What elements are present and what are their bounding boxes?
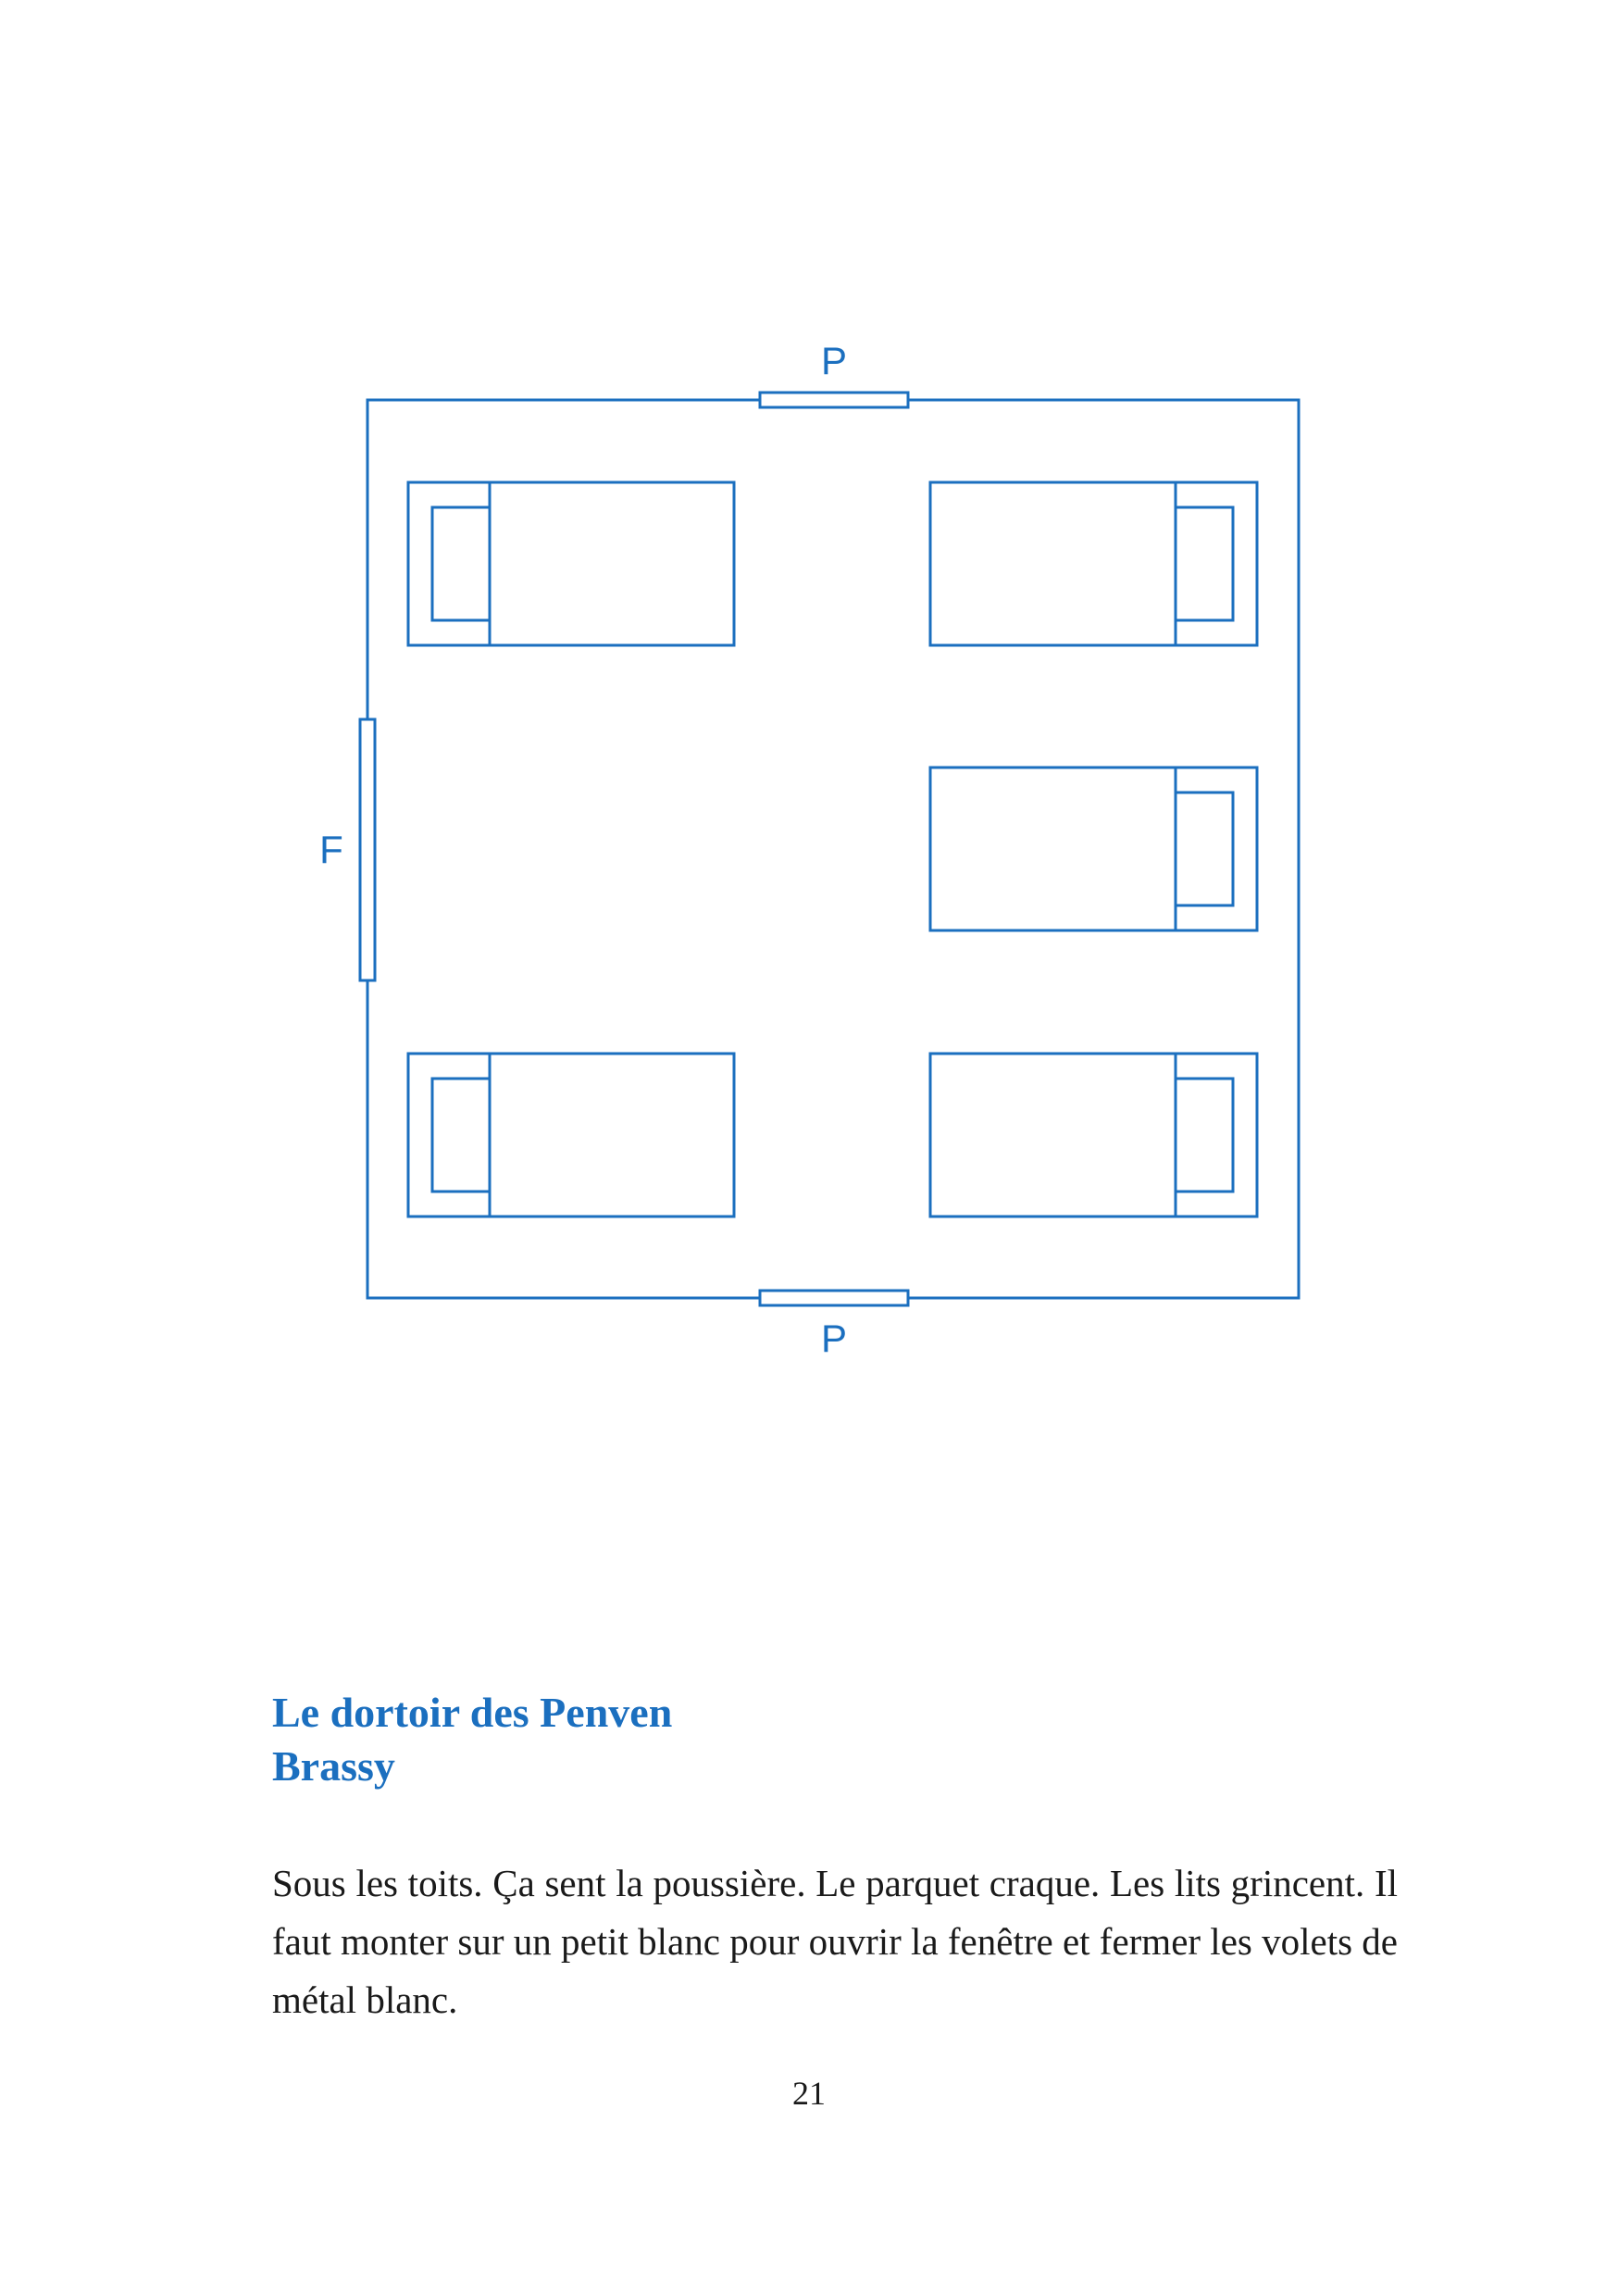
bed-top-left — [408, 482, 734, 645]
top-door — [760, 393, 908, 407]
room-walls — [367, 400, 1299, 1298]
section-subtitle: Brassy — [272, 1742, 395, 1790]
section-title: Le dortoir des Penven — [272, 1689, 673, 1736]
page-number: 21 — [792, 2075, 826, 2112]
bed-pillow — [1176, 792, 1233, 905]
bottom-door — [760, 1291, 908, 1305]
window-label: F — [319, 828, 343, 871]
bed-top-right — [930, 482, 1257, 645]
bed-pillow — [432, 1079, 490, 1192]
bed-pillow — [1176, 1079, 1233, 1192]
window — [360, 719, 375, 980]
bed-bottom-left — [408, 1054, 734, 1217]
bed-middle-right — [930, 767, 1257, 930]
bed-pillow — [432, 507, 490, 620]
bed-bottom-right — [930, 1054, 1257, 1217]
body-paragraph: Sous les toits. Ça sent la poussière. Le parquet craque. Les lits grincent. Il faut monter sur un petit blanc pour ouvrir la fenêtre et fermer les volets de métal blanc. — [272, 1862, 1398, 2021]
top-door-label: P — [820, 339, 848, 382]
bed-pillow — [1176, 507, 1233, 620]
bottom-door-label: P — [820, 1316, 848, 1360]
